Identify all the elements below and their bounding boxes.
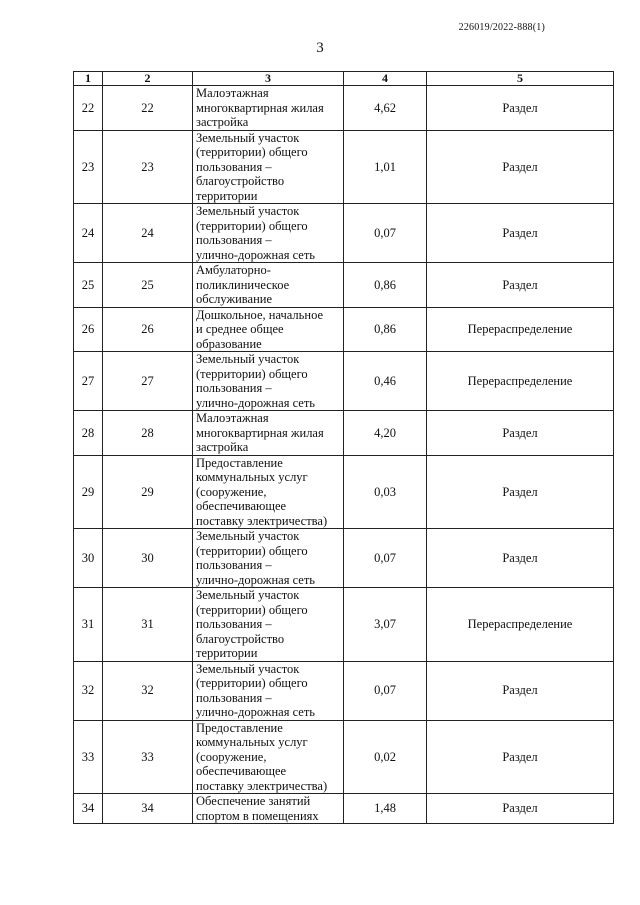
plot-number: 28 bbox=[103, 411, 193, 456]
table-row bbox=[74, 263, 614, 308]
column-header-1: 1 bbox=[74, 72, 103, 86]
table-body bbox=[74, 86, 614, 824]
description-line: коммунальных услуг bbox=[196, 470, 308, 484]
plot-number: 22 bbox=[103, 86, 193, 131]
area-value: 0,03 bbox=[344, 455, 427, 529]
description-line: спортом в помещениях bbox=[196, 808, 319, 823]
description-line: Обеспечение занятий bbox=[196, 794, 311, 808]
page-number: 3 bbox=[316, 40, 324, 56]
area-value: 0,46 bbox=[344, 352, 427, 411]
description-line: Малоэтажная bbox=[196, 86, 269, 100]
table-row bbox=[74, 307, 614, 352]
plot-number: 33 bbox=[103, 720, 193, 794]
formation-method: Раздел bbox=[427, 204, 614, 263]
description-line: образование bbox=[196, 336, 262, 351]
area-value: 0,86 bbox=[344, 307, 427, 352]
land-use-description bbox=[193, 529, 344, 588]
land-use-description bbox=[193, 130, 344, 204]
description-line: многоквартирная жилая bbox=[196, 425, 324, 440]
formation-method: Раздел bbox=[427, 130, 614, 204]
land-use-description bbox=[193, 307, 344, 352]
description-line: Земельный участок bbox=[196, 661, 300, 676]
plot-number: 26 bbox=[103, 307, 193, 352]
description-line: пользования – bbox=[196, 558, 272, 572]
description-line: (сооружение, bbox=[196, 484, 267, 499]
land-use-description bbox=[193, 86, 344, 131]
formation-method: Раздел bbox=[427, 411, 614, 456]
table-row bbox=[74, 130, 614, 204]
row-number: 28 bbox=[74, 411, 103, 456]
area-value: 0,86 bbox=[344, 263, 427, 308]
row-number: 30 bbox=[74, 529, 103, 588]
plot-number: 25 bbox=[103, 263, 193, 308]
formation-method: Раздел bbox=[427, 794, 614, 824]
land-use-description bbox=[193, 588, 344, 662]
row-number: 31 bbox=[74, 588, 103, 662]
table-row bbox=[74, 86, 614, 131]
description-line: Предоставление bbox=[196, 720, 283, 735]
area-value: 4,62 bbox=[344, 86, 427, 131]
plot-number: 32 bbox=[103, 661, 193, 720]
formation-method: Раздел bbox=[427, 86, 614, 131]
plot-number: 24 bbox=[103, 204, 193, 263]
description-line: пользования – bbox=[196, 233, 272, 247]
formation-method: Перераспределение bbox=[427, 352, 614, 411]
description-line: застройка bbox=[196, 115, 249, 129]
document-id: 226019/2022-888(1) bbox=[458, 22, 545, 33]
table-row bbox=[74, 661, 614, 720]
description-line: обеспечивающее bbox=[196, 499, 287, 513]
description-line: благоустройство bbox=[196, 631, 285, 646]
row-number: 32 bbox=[74, 661, 103, 720]
table-row bbox=[74, 352, 614, 411]
row-number: 22 bbox=[74, 86, 103, 131]
description-line: пользования – bbox=[196, 381, 272, 395]
description-line: Малоэтажная bbox=[196, 411, 269, 425]
description-line: Земельный участок bbox=[196, 588, 300, 602]
land-use-description bbox=[193, 455, 344, 529]
area-value: 0,07 bbox=[344, 204, 427, 263]
land-use-description bbox=[193, 794, 344, 824]
formation-method: Раздел bbox=[427, 529, 614, 588]
row-number: 34 bbox=[74, 794, 103, 824]
formation-method: Раздел bbox=[427, 455, 614, 529]
description-line: Земельный участок bbox=[196, 130, 300, 145]
area-value: 3,07 bbox=[344, 588, 427, 662]
land-plots-table bbox=[73, 71, 614, 824]
row-number: 27 bbox=[74, 352, 103, 411]
description-line: улично-дорожная сеть bbox=[196, 395, 315, 410]
row-number: 24 bbox=[74, 204, 103, 263]
land-use-description bbox=[193, 661, 344, 720]
description-line: поставку электричества) bbox=[196, 513, 328, 528]
description-line: Предоставление bbox=[196, 455, 283, 470]
row-number: 25 bbox=[74, 263, 103, 308]
description-line: обеспечивающее bbox=[196, 764, 287, 778]
description-line: (территории) общего bbox=[196, 145, 308, 159]
column-header-2: 2 bbox=[103, 72, 193, 86]
description-line: (территории) общего bbox=[196, 218, 308, 233]
area-value: 1,48 bbox=[344, 794, 427, 824]
description-line: (территории) общего bbox=[196, 676, 308, 690]
description-line: Дошкольное, начальное bbox=[196, 307, 324, 322]
table-row bbox=[74, 455, 614, 529]
description-line: территории bbox=[196, 188, 258, 203]
area-value: 0,07 bbox=[344, 529, 427, 588]
plot-number: 31 bbox=[103, 588, 193, 662]
table-row bbox=[74, 529, 614, 588]
description-line: (территории) общего bbox=[196, 366, 308, 381]
land-use-description bbox=[193, 204, 344, 263]
description-line: улично-дорожная сеть bbox=[196, 705, 315, 719]
description-line: пользования – bbox=[196, 690, 272, 705]
description-line: Земельный участок bbox=[196, 529, 300, 543]
row-number: 23 bbox=[74, 130, 103, 204]
plot-number: 23 bbox=[103, 130, 193, 204]
description-line: благоустройство bbox=[196, 174, 285, 188]
table-row bbox=[74, 720, 614, 794]
formation-method: Раздел bbox=[427, 661, 614, 720]
description-line: пользования – bbox=[196, 617, 272, 631]
formation-method: Раздел bbox=[427, 263, 614, 308]
plot-number: 27 bbox=[103, 352, 193, 411]
plot-number: 30 bbox=[103, 529, 193, 588]
description-line: многоквартирная жилая bbox=[196, 100, 324, 115]
description-line: застройка bbox=[196, 440, 249, 454]
row-number: 26 bbox=[74, 307, 103, 352]
row-number: 29 bbox=[74, 455, 103, 529]
table-row bbox=[74, 794, 614, 824]
table-row bbox=[74, 204, 614, 263]
land-use-description bbox=[193, 263, 344, 308]
area-value: 4,20 bbox=[344, 411, 427, 456]
plot-number: 34 bbox=[103, 794, 193, 824]
formation-method: Раздел bbox=[427, 720, 614, 794]
table-row bbox=[74, 411, 614, 456]
column-header-3: 3 bbox=[193, 72, 344, 86]
area-value: 0,02 bbox=[344, 720, 427, 794]
description-line: Земельный участок bbox=[196, 352, 300, 366]
row-number: 33 bbox=[74, 720, 103, 794]
description-line: обслуживание bbox=[196, 292, 273, 306]
description-line: (территории) общего bbox=[196, 602, 308, 617]
area-value: 0,07 bbox=[344, 661, 427, 720]
description-line: коммунальных услуг bbox=[196, 735, 308, 749]
formation-method: Перераспределение bbox=[427, 307, 614, 352]
column-header-5: 5 bbox=[427, 72, 614, 86]
description-line: поставку электричества) bbox=[196, 778, 328, 793]
column-header-4: 4 bbox=[344, 72, 427, 86]
description-line: Земельный участок bbox=[196, 204, 300, 218]
area-value: 1,01 bbox=[344, 130, 427, 204]
description-line: улично-дорожная сеть bbox=[196, 247, 315, 262]
description-line: территории bbox=[196, 646, 258, 660]
description-line: Амбулаторно- bbox=[196, 263, 271, 277]
description-line: (сооружение, bbox=[196, 749, 267, 764]
plot-number: 29 bbox=[103, 455, 193, 529]
description-line: улично-дорожная сеть bbox=[196, 572, 315, 587]
land-use-description bbox=[193, 720, 344, 794]
land-use-description bbox=[193, 411, 344, 456]
formation-method: Перераспределение bbox=[427, 588, 614, 662]
description-line: поликлиническое bbox=[196, 277, 290, 292]
description-line: пользования – bbox=[196, 159, 272, 174]
description-line: и среднее общее bbox=[196, 322, 284, 336]
table-row bbox=[74, 588, 614, 662]
table-header-row bbox=[74, 72, 614, 86]
land-use-description bbox=[193, 352, 344, 411]
description-line: (территории) общего bbox=[196, 543, 308, 558]
